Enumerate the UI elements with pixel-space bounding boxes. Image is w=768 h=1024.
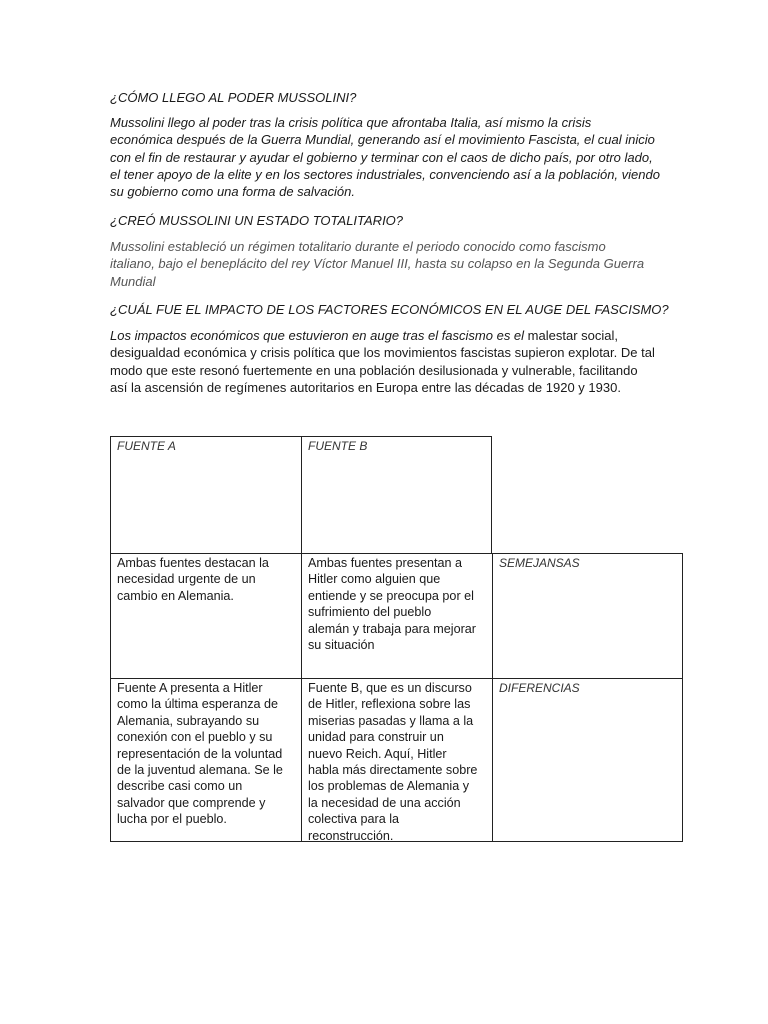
cell-text-line: como la última esperanza de — [117, 697, 279, 712]
answer-1-line: Mussolini llego al poder tras la crisis política que afrontaba Italia, así mismo la crisis — [110, 115, 592, 130]
cell-text-line: los problemas de Alemania y — [308, 779, 470, 794]
cell-text-line: alemán y trabaja para mejorar — [308, 621, 476, 636]
table-cell-diferencias-a — [110, 678, 302, 842]
answer-3-line: desigualdad económica y crisis política que los movimientos fascistas supieron explotar. De tal — [110, 345, 655, 361]
table-cell-semejanzas-b — [301, 553, 493, 679]
cell-text-line: su situación — [308, 638, 375, 653]
cell-text-line: necesidad urgente de un — [117, 572, 256, 587]
cell-text-line: Hitler como alguien que — [308, 572, 441, 587]
cell-text-line: de Hitler, reflexiona sobre las — [308, 697, 471, 712]
answer-1-line: económica después de la Guerra Mundial, generando así el movimiento Fascista, el cual inicio — [110, 132, 655, 148]
cell-text-line: Ambas fuentes destacan la — [117, 556, 269, 570]
answer-3-italic: Los impactos económicos que estuvieron en auge tras el fascismo es el — [110, 328, 528, 343]
cell-text-line: conexión con el pueblo y su — [117, 730, 273, 745]
cell-text-line: entiende y se preocupa por el — [308, 588, 474, 603]
answer-1 — [110, 114, 660, 200]
semejanzas-label: SEMEJANSAS — [499, 556, 580, 570]
answer-3 — [110, 327, 655, 396]
table-cell-diferencias-label — [492, 678, 683, 842]
cell-text-line: miserias pasadas y llama a la — [308, 713, 474, 728]
cell-text-line: nuevo Reich. Aquí, Hitler — [308, 746, 447, 761]
cell-text-line: Fuente B, que es un discurso — [308, 681, 472, 695]
table-cell-diferencias-b — [301, 678, 493, 842]
cell-text-line: lucha por el pueblo. — [117, 812, 227, 827]
answer-3-line: modo que este resonó fuertemente en una población desilusionada y vulnerable, facilitando — [110, 362, 638, 378]
question-2: ¿CREÓ MUSSOLINI UN ESTADO TOTALITARIO? — [110, 213, 404, 228]
cell-text-line: reconstrucción. — [308, 828, 394, 843]
cell-text-line: Ambas fuentes presentan a — [308, 556, 463, 570]
cell-text-line: cambio en Alemania. — [117, 588, 234, 603]
cell-text-line: la necesidad de una acción — [308, 795, 461, 810]
question-3: ¿CUÁL FUE EL IMPACTO DE LOS FACTORES ECONÓMICOS EN EL AUGE DEL FASCISMO? — [110, 302, 669, 317]
cell-text-line: Alemania, subrayando su — [117, 713, 260, 728]
cell-text-line: de la juventud alemana. Se le — [117, 763, 283, 778]
diferencias-label: DIFERENCIAS — [499, 681, 580, 695]
answer-3-line: así la ascensión de regímenes autoritarios en Europa entre las décadas de 1920 y 1930. — [110, 379, 621, 395]
cell-text-line: colectiva para la — [308, 812, 400, 827]
answer-1-line: con el fin de restaurar y ayudar el gobierno y terminar con el caos de dicho país, por otro lado, — [110, 149, 653, 165]
answer-3-line — [110, 327, 655, 344]
answer-1-line: el tener apoyo de la elite y en los sectores industriales, convenciendo así a la población, viendo — [110, 166, 660, 182]
table-header-fuente-a — [110, 436, 302, 554]
answer-2-line: italiano, bajo el beneplácito del rey Víctor Manuel III, hasta su colapso en la Segunda Guerra — [110, 256, 645, 272]
answer-2 — [110, 238, 655, 290]
fuente-a-label: FUENTE A — [117, 439, 176, 453]
cell-text-line: habla más directamente sobre — [308, 763, 478, 778]
table-cell-semejanzas-label — [492, 553, 683, 679]
cell-text-line: describe casi como un — [117, 779, 243, 794]
cell-text-line: representación de la voluntad — [117, 746, 283, 761]
question-1: ¿CÓMO LLEGO AL PODER MUSSOLINI? — [110, 90, 357, 105]
fuente-b-label: FUENTE B — [308, 439, 368, 453]
answer-1-line: su gobierno como una forma de salvación. — [110, 184, 355, 200]
answer-2-line: Mussolini estableció un régimen totalitario durante el periodo conocido como fascismo — [110, 239, 606, 254]
table-cell-semejanzas-a — [110, 553, 302, 679]
answer-3-first-rest: malestar social, — [527, 328, 618, 343]
cell-text-line: Fuente A presenta a Hitler — [117, 681, 263, 695]
cell-text-line: unidad para construir un — [308, 730, 444, 745]
cell-text-line: salvador que comprende y — [117, 795, 266, 810]
answer-2-line: Mundial — [110, 273, 156, 289]
table-header-fuente-b — [301, 436, 492, 554]
cell-text-line: sufrimiento del pueblo — [308, 605, 432, 620]
